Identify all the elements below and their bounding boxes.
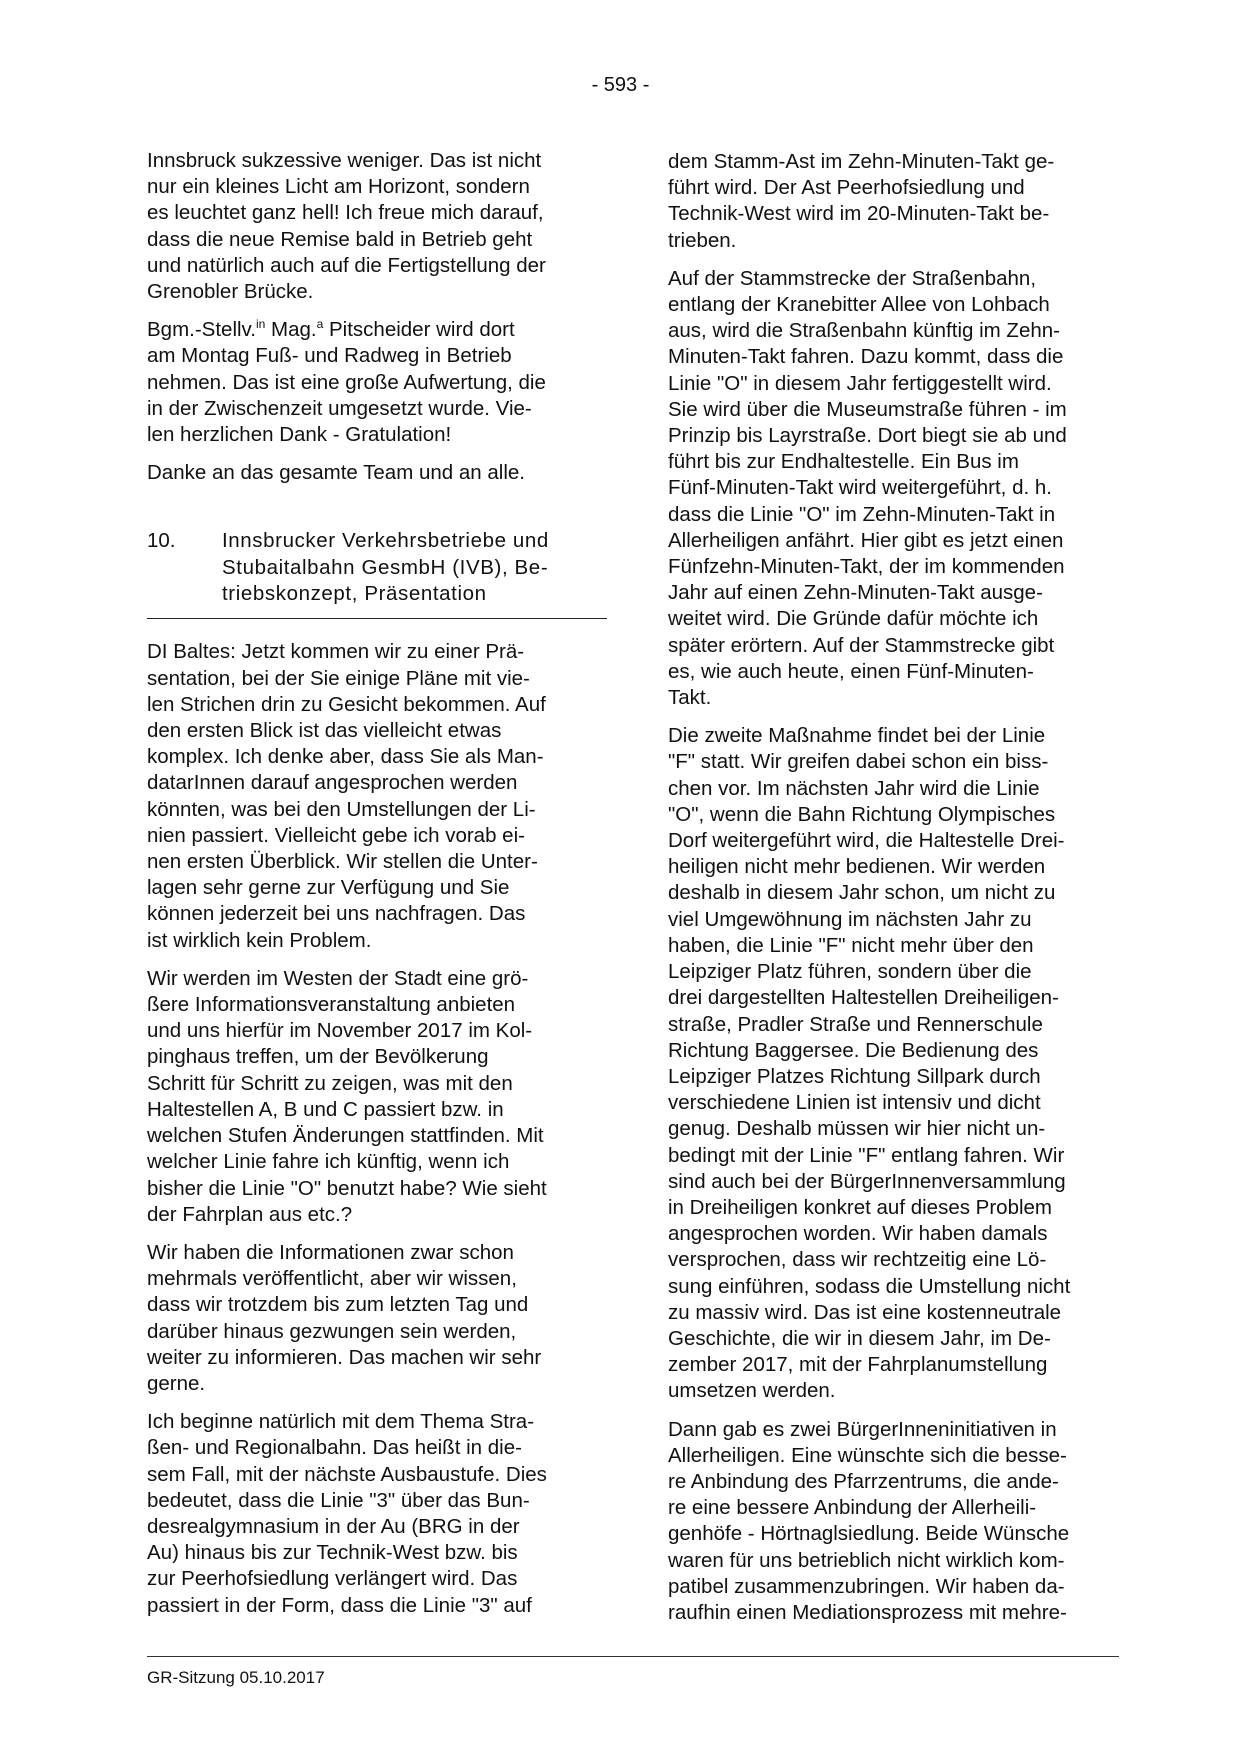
agenda-title: Innsbrucker Verkehrsbetriebe und Stubaitalbahn GesmbH (IVB), Be- triebskonzept, Präsentation (222, 529, 549, 605)
page-number: - 593 - (591, 74, 650, 96)
superscript: a (316, 317, 324, 332)
paragraph: Die zweite Maßnahme findet bei der Linie "F" statt. Wir greifen dabei schon ein biss- chen vor. Im nächsten Jahr wird die Linie "O", wenn die Bahn Richtung Olympisches Dorf weitergeführt wird, die Haltestelle Drei- heiligen nicht mehr bedienen. Wir werden deshalb in diesem Jahr schon, um nicht zu viel Umgewöhnung im nächsten Jahr zu haben, die Linie "F" nicht mehr über den Leipziger Platz führen, sondern über die drei dargestellten Haltestellen Dreiheiligen- straße, Pradler Straße und Rennerschule Richtung Baggersee. Die Bedienung des Leipziger Platzes Richtung Sillpark durch verschiedene Linien ist intensiv und dicht genug. Deshalb müssen wir hier nicht un- bedingt mit der Linie "F" entlang fahren. Wir sind auch bei der BürgerInnenversammlung in Dreiheiligen konkret auf dieses Problem angesprochen worden. Wir haben damals versprochen, dass wir rechtzeitig eine Lö- sung einführen, sodass die Umstellung nicht zu massiv wird. Das ist eine kostenneutrale Geschichte, die wir in diesem Jahr, im De- zember 2017, mit der Fahrplanumstellung umsetzen werden. (668, 724, 1071, 1403)
paragraph: DI Baltes: Jetzt kommen wir zu einer Prä- sentation, bei der Sie einige Pläne mit vie- len Strichen drin zu Gesicht bekommen. Auf den ersten Blick ist das vielleicht etwas komplex. Ich denke aber, dass Sie als Man- datarInnen darauf angesprochen werden könnten, was bei den Umstellungen der Li- nien passiert. Vielleicht gebe ich vorab ei- nen ersten Überblick. Wir stellen die Unter- lagen sehr gerne zur Verfügung und Sie können jederzeit bei uns nachfragen. Das ist wirklich kein Problem. (147, 640, 546, 952)
footer-text: GR-Sitzung 05.10.2017 (147, 1668, 325, 1687)
paragraph: Innsbruck sukzessive weniger. Das ist nicht nur ein kleines Licht am Horizont, sondern es leuchtet ganz hell! Ich freue mich darauf, dass die neue Remise bald in Betrieb geht und natürlich auch auf die Fertigstellung der Grenobler Brücke. (147, 149, 546, 304)
footer-divider (147, 1656, 1119, 1657)
right-column (668, 149, 1136, 1638)
paragraph-text: Pitscheider wird dort am Montag Fuß- und Radweg in Betrieb nehmen. Das ist eine große Aufwertung, die in der Zwischenzeit umgesetzt wurde. Vie- len herzlichen Dank - Gratulation! (147, 318, 546, 447)
speaker-title: Bgm.-Stellv. (147, 318, 256, 342)
speaker-title: Mag. (265, 318, 317, 342)
superscript: in (255, 317, 266, 332)
paragraph: dem Stamm-Ast im Zehn-Minuten-Takt ge- führt wird. Der Ast Peerhofsiedlung und Technik-West wird im 20-Minuten-Takt be- trieben. (668, 150, 1055, 252)
paragraph: Ich beginne natürlich mit dem Thema Stra- ßen- und Regionalbahn. Das heißt in die- sem Fall, mit der nächste Ausbaustufe. Dies bedeutet, dass die Linie "3" über das Bun- desrealgymnasium in der Au (BRG in der Au) hinaus bis zur Technik-West bzw. bis zur Peerhofsiedlung verlängert wird. Das passiert in der Form, dass die Linie "3" auf (147, 1410, 547, 1617)
left-column (147, 148, 607, 1631)
agenda-item (147, 528, 607, 619)
paragraph: Danke an das gesamte Team und an alle. (147, 461, 525, 485)
paragraph: Dann gab es zwei BürgerInneninitiativen in Allerheiligen. Eine wünschte sich die besse- re Anbindung des Pfarrzentrums, die ande- re eine bessere Anbindung der Allerheili- genhöfe - Hörtnaglsiedlung. Beide Wünsche waren für uns betrieblich nicht wirklich kom- patibel zusammenzubringen. Wir haben da- raufhin einen Mediationsprozess mit mehre- (668, 1417, 1070, 1624)
agenda-number: 10. (147, 529, 176, 553)
paragraph (147, 317, 607, 448)
paragraph: Auf der Stammstrecke der Straßenbahn, entlang der Kranebitter Allee von Lohbach aus, wird die Straßenbahn künftig im Zehn- Minuten-Takt fahren. Dazu kommt, dass die Linie "O" in diesem Jahr fertiggestellt wird. Sie wird über die Museumstraße führen - im Prinzip bis Layrstraße. Dort biegt sie ab und führt bis zur Endhaltestelle. Ein Bus im Fünf-Minuten-Takt wird weitergeführt, d. h. dass die Linie "O" im Zehn-Minuten-Takt in Allerheiligen anfährt. Hier gibt es jetzt einen Fünfzehn-Minuten-Takt, der im kommenden Jahr auf einen Zehn-Minuten-Takt ausge- weitet wird. Die Gründe dafür möchte ich später erörtern. Auf der Stammstrecke gibt es, wie auch heute, einen Fünf-Minuten- Takt. (668, 266, 1067, 710)
paragraph: Wir haben die Informationen zwar schon mehrmals veröffentlicht, aber wir wissen, dass wir trotzdem bis zum letzten Tag und darüber hinaus gezwungen sein werden, weiter zu informieren. Das machen wir sehr gerne. (147, 1240, 542, 1395)
paragraph: Wir werden im Westen der Stadt eine grö- ßere Informationsveranstaltung anbieten und uns hierfür im November 2017 im Kol- pinghaus treffen, um der Bevölkerung Schritt für Schritt zu zeigen, was mit den Haltestellen A, B und C passiert bzw. in welchen Stufen Änderungen stattfinden. Mit welcher Linie fahre ich künftig, wenn ich bisher die Linie "O" benutzt habe? Wie sieht der Fahrplan aus etc.? (147, 966, 547, 1226)
